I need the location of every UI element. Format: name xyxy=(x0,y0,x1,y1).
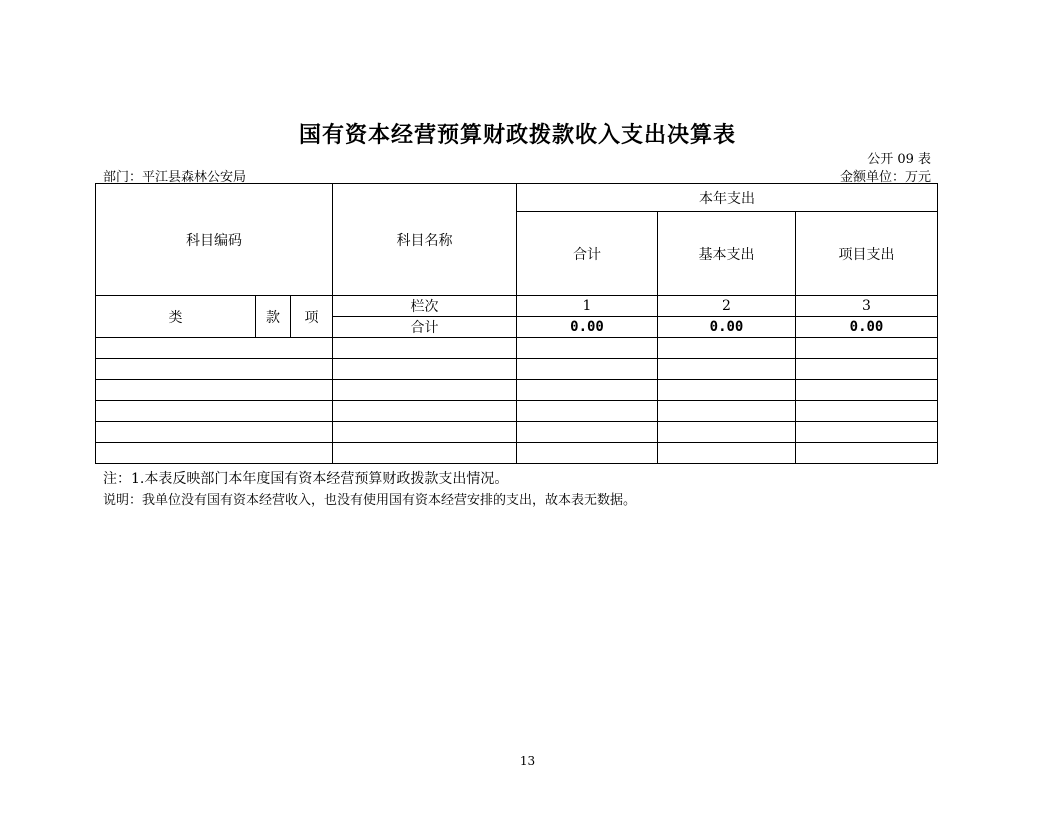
table-row xyxy=(96,359,938,380)
header-kuan: 款 xyxy=(256,296,291,338)
table-row xyxy=(96,443,938,464)
form-number: 公开 09 表 xyxy=(867,152,931,167)
table-row xyxy=(96,401,938,422)
header-basic-expense: 基本支出 xyxy=(658,212,796,296)
index-2: 2 xyxy=(658,296,796,317)
note-1: 注：1.本表反映部门本年度国有资本经营预算财政拨款支出情况。 xyxy=(103,471,509,487)
table-row xyxy=(96,380,938,401)
header-subject-code: 科目编码 xyxy=(96,184,333,296)
row-total-label: 合计 xyxy=(333,317,517,338)
department-label: 部门：平江县森林公安局 xyxy=(103,170,247,185)
table-row xyxy=(96,422,938,443)
basic-value: 0.00 xyxy=(658,317,796,338)
page-number: 13 xyxy=(519,754,536,768)
table-row xyxy=(96,338,938,359)
index-3: 3 xyxy=(796,296,938,317)
budget-table xyxy=(95,183,938,464)
amount-unit-label: 金额单位：万元 xyxy=(839,170,931,185)
index-1: 1 xyxy=(517,296,658,317)
total-value: 0.00 xyxy=(517,317,658,338)
header-total: 合计 xyxy=(517,212,658,296)
page-title: 国有资本经营预算财政拨款收入支出决算表 xyxy=(298,123,736,148)
header-subject-name: 科目名称 xyxy=(333,184,517,296)
project-value: 0.00 xyxy=(796,317,938,338)
row-index-label: 栏次 xyxy=(333,296,517,317)
header-xiang: 项 xyxy=(291,296,333,338)
note-2: 说明：我单位没有国有资本经营收入，也没有使用国有资本经营安排的支出，故本表无数据。 xyxy=(103,493,637,508)
header-lei: 类 xyxy=(96,296,256,338)
header-current-year-expense: 本年支出 xyxy=(517,184,938,212)
header-project-expense: 项目支出 xyxy=(796,212,938,296)
